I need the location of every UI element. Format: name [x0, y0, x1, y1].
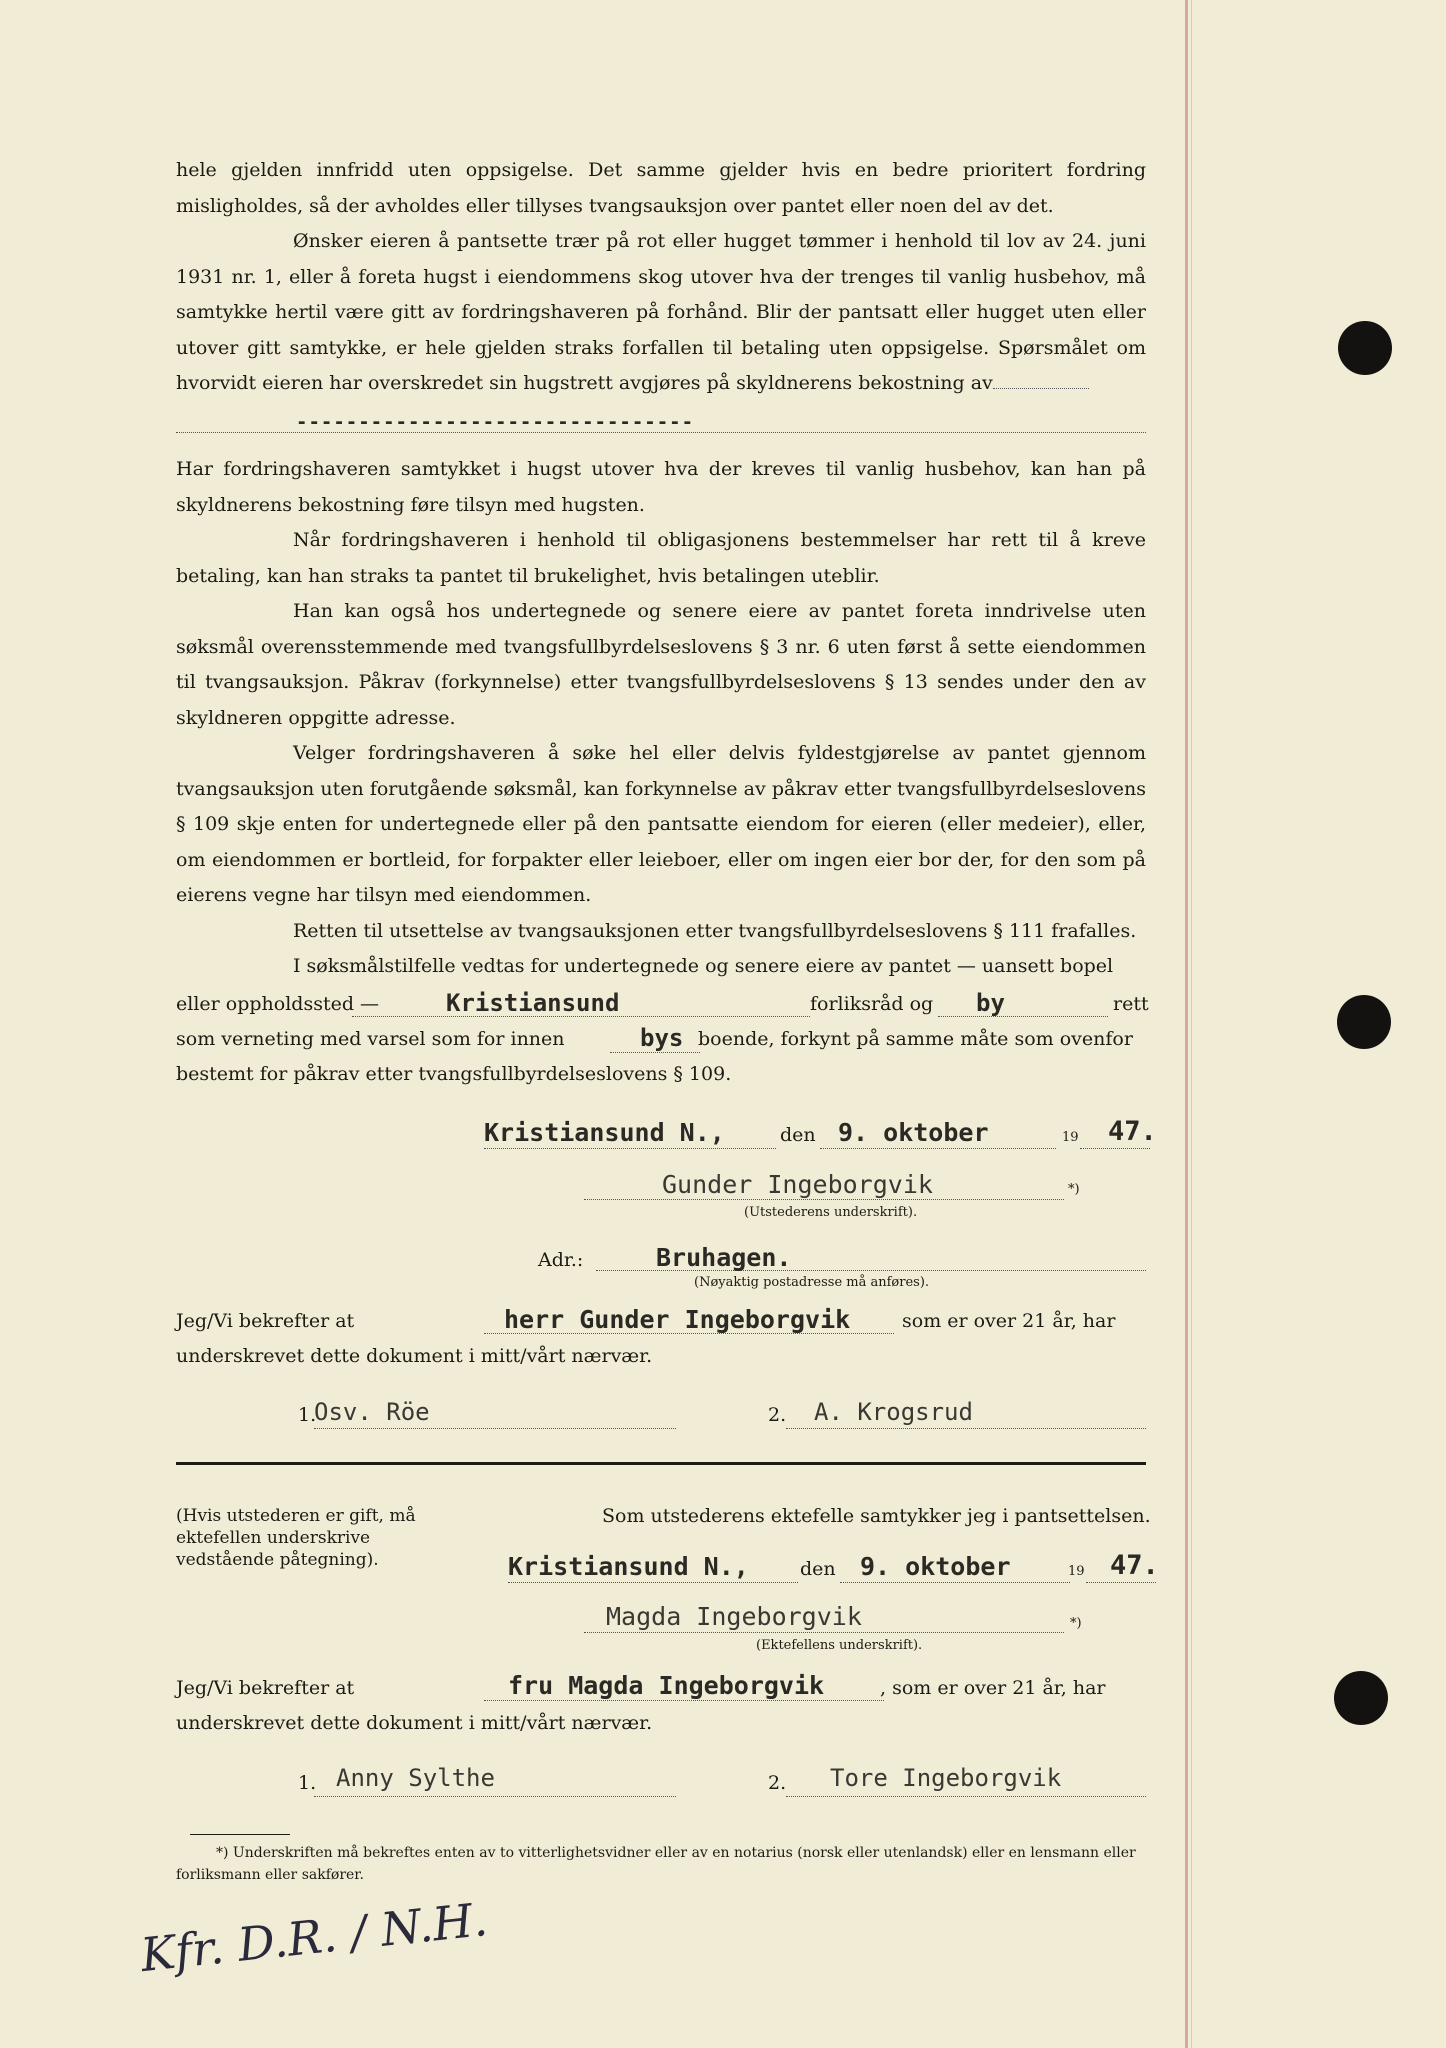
sig2-consent: Som utstederens ektefelle samtykker jeg i pantsettelsen.	[602, 1505, 1151, 1527]
sig1-den: den	[780, 1124, 816, 1146]
sig1-witness2: A. Krogsrud	[814, 1398, 973, 1426]
sig2-witness1: Anny Sylthe	[336, 1764, 495, 1792]
paragraph-brukelighet: Når fordringshaveren i henhold til obligasjonens bestemmelser har rett til å kreve betaling, kan han straks ta pantet til brukelighet, hvis betalingen uteblir.	[176, 529, 1146, 587]
section-divider	[176, 1462, 1146, 1465]
venue-court: by	[976, 989, 1005, 1017]
paragraph-continuation: hele gjelden innfridd uten oppsigelse. Det samme gjelder hvis en bedre prioritert fordring misligholdes, så der avholdes eller tillyses tvangsauksjon over pantet eller noen del av det.	[176, 159, 1146, 217]
sig1-confirm-prefix: Jeg/Vi bekrefter at	[176, 1310, 355, 1332]
sig2-witness1-num: 1.	[298, 1772, 317, 1794]
paragraph-inndrivelse: Han kan også hos undertegnede og senere eiere av pantet foreta inndrivelse uten søksmål overensstemmende med tvangsfullbyrdelseslovens § 3 nr. 6 uten først å sette eiendommen til tvangsauksjon. Påkrav (forkynnelse) etter tvangsfullbyrdelseslovens § 13 sendes under den av skyldneren oppgitte adresse.	[176, 600, 1146, 729]
sig1-adr-label: Adr.:	[538, 1249, 584, 1271]
venue-line2-prefix: som verneting med varsel som for innen	[176, 1028, 565, 1050]
sig1-year: 47.	[1108, 1116, 1157, 1147]
sig1-witness2-num: 2.	[768, 1404, 787, 1426]
venue-suffix: rett	[1113, 993, 1149, 1015]
margin-rule	[1185, 0, 1188, 2048]
sig1-adr-caption: (Nøyaktig postadresse må anføres).	[694, 1275, 930, 1290]
sig2-note: (Hvis utstederen er gift, må ektefellen underskrive vedstående påtegning).	[176, 1506, 416, 1570]
sig1-confirm-line2: underskrevet dette dokument i mitt/vårt nærvær.	[176, 1345, 653, 1367]
paragraph-tvangsauksjon: Velger fordringshaveren å søke hel eller delvis fyldestgjørelse av pantet gjennom tvangsauksjon uten forutgående søksmål, kan forkynnelse av påkrav etter tvangsfullbyrdelseslovens § 109 skje enten for undertegnede eller på den pantsatte eiendom for eieren (eller medeier), eller, om eiendommen er bortleid, for forpakter eller leieboer, eller om ingen eier bor der, for den som på eierens vegne har tilsyn med eiendommen.	[176, 742, 1146, 906]
sig1-year-prefix: 19	[1062, 1130, 1079, 1145]
body-text-block	[176, 153, 1146, 402]
sig2-place: Kristiansund N.,	[508, 1552, 749, 1581]
sig2-confirm-suffix: , som er over 21 år, har	[880, 1677, 1106, 1699]
binder-hole-middle	[1337, 995, 1391, 1049]
sig2-star: *)	[1070, 1616, 1082, 1631]
sig2-place-line	[508, 1582, 798, 1583]
paragraph-utsettelse: Retten til utsettelse av tvangsauksjonen etter tvangsfullbyrdelseslovens § 111 frafalles.	[293, 919, 1137, 942]
sig2-year-prefix: 19	[1068, 1564, 1085, 1579]
venue-line3: bestemt for påkrav etter tvangsfullbyrdelseslovens § 109.	[176, 1063, 732, 1085]
sig2-witness1-line	[314, 1796, 676, 1797]
venue-bys-line	[610, 1052, 700, 1053]
sig1-signature-line	[584, 1199, 1064, 1200]
venue-court-line	[938, 1016, 1108, 1017]
sig1-adr-value: Bruhagen.	[656, 1243, 792, 1272]
sig2-confirm-line	[484, 1700, 884, 1701]
sig2-den: den	[800, 1558, 836, 1580]
sig1-date-line	[820, 1148, 1056, 1149]
sig2-date: 9. oktober	[860, 1552, 1011, 1581]
sig1-place: Kristiansund N.,	[484, 1118, 725, 1147]
sig1-witness2-line	[786, 1428, 1146, 1429]
sig2-year-line	[1086, 1582, 1156, 1583]
sig1-witness1-num: 1.	[298, 1404, 317, 1426]
venue-line2-suffix: boende, forkynt på samme måte som ovenfor	[698, 1028, 1133, 1050]
handwritten-annotation: Kfr. D.R. / N.H.	[138, 1891, 490, 1983]
paragraph-tilsyn: Har fordringshaveren samtykket i hugst utover hva der kreves til vanlig husbehov, kan han på skyldnerens bekostning føre tilsyn med hugsten.	[176, 458, 1146, 516]
sig1-year-line	[1080, 1148, 1150, 1149]
body-text-block-2	[176, 452, 1146, 985]
sig1-place-line	[484, 1148, 776, 1149]
typed-strikeout: --------------------------------	[296, 411, 695, 433]
sig2-date-line	[840, 1582, 1070, 1583]
paragraph-hugst: Ønsker eieren å pantsette trær på rot eller hugget tømmer i henhold til lov av 24. juni 1931 nr. 1, eller å foreta hugst i eiendommens skog utover hva der trenges til vanlig husbehov, må samtykke hertil være gitt av fordringshaveren på forhånd. Blir der pantsatt eller hugget uten eller utover gitt samtykke, er hele gjelden straks forfallen til betaling uten oppsigelse. Spørsmålet om hvorvidt eieren har overskredet sin hugstrett avgjøres på skyldnerens bekostning av	[176, 230, 1146, 394]
sig1-witness1-line	[314, 1428, 676, 1429]
venue-bys: bys	[640, 1024, 684, 1052]
footnote-rule	[190, 1834, 290, 1835]
paragraph-soksmal: I søksmålstilfelle vedtas for undertegnede og senere eiere av pantet — uansett bopel	[293, 955, 1114, 977]
sig1-confirm-name: herr Gunder Ingeborgvik	[504, 1305, 851, 1334]
sig1-caption: (Utstederens underskrift).	[744, 1205, 918, 1220]
sig1-signature: Gunder Ingeborgvik	[662, 1170, 933, 1199]
venue-mid: forliksråd og	[810, 993, 934, 1015]
sig2-witness2: Tore Ingeborgvik	[830, 1764, 1062, 1792]
sig1-confirm-suffix: som er over 21 år, har	[902, 1310, 1116, 1332]
venue-prefix: eller oppholdssted —	[176, 993, 380, 1015]
sig2-year: 47.	[1110, 1550, 1159, 1581]
sig2-confirm-prefix: Jeg/Vi bekrefter at	[176, 1677, 355, 1699]
sig1-star: *)	[1068, 1182, 1080, 1197]
sig1-date: 9. oktober	[838, 1118, 989, 1147]
margin-rule-secondary	[1191, 0, 1192, 2048]
sig2-witness2-num: 2.	[768, 1772, 787, 1794]
sig1-witness1: Osv. Röe	[314, 1398, 430, 1426]
venue-city: Kristiansund	[446, 989, 620, 1017]
sig2-witness2-line	[786, 1796, 1146, 1797]
binder-hole-bottom	[1334, 1671, 1388, 1725]
sig2-signature-line	[584, 1632, 1064, 1633]
binder-hole-top	[1338, 321, 1392, 375]
sig2-confirm-name: fru Magda Ingeborgvik	[508, 1671, 825, 1700]
footnote: *) Underskriften må bekreftes enten av to vitterlighetsvidner eller av en notarius (norsk eller utenlandsk) eller en lensmann eller forliksmann eller sakfører.	[176, 1845, 1136, 1883]
sig2-confirm-line2: underskrevet dette dokument i mitt/vårt nærvær.	[176, 1712, 653, 1734]
sig2-signature: Magda Ingeborgvik	[606, 1602, 862, 1631]
sig2-caption: (Ektefellens underskrift).	[756, 1638, 923, 1653]
